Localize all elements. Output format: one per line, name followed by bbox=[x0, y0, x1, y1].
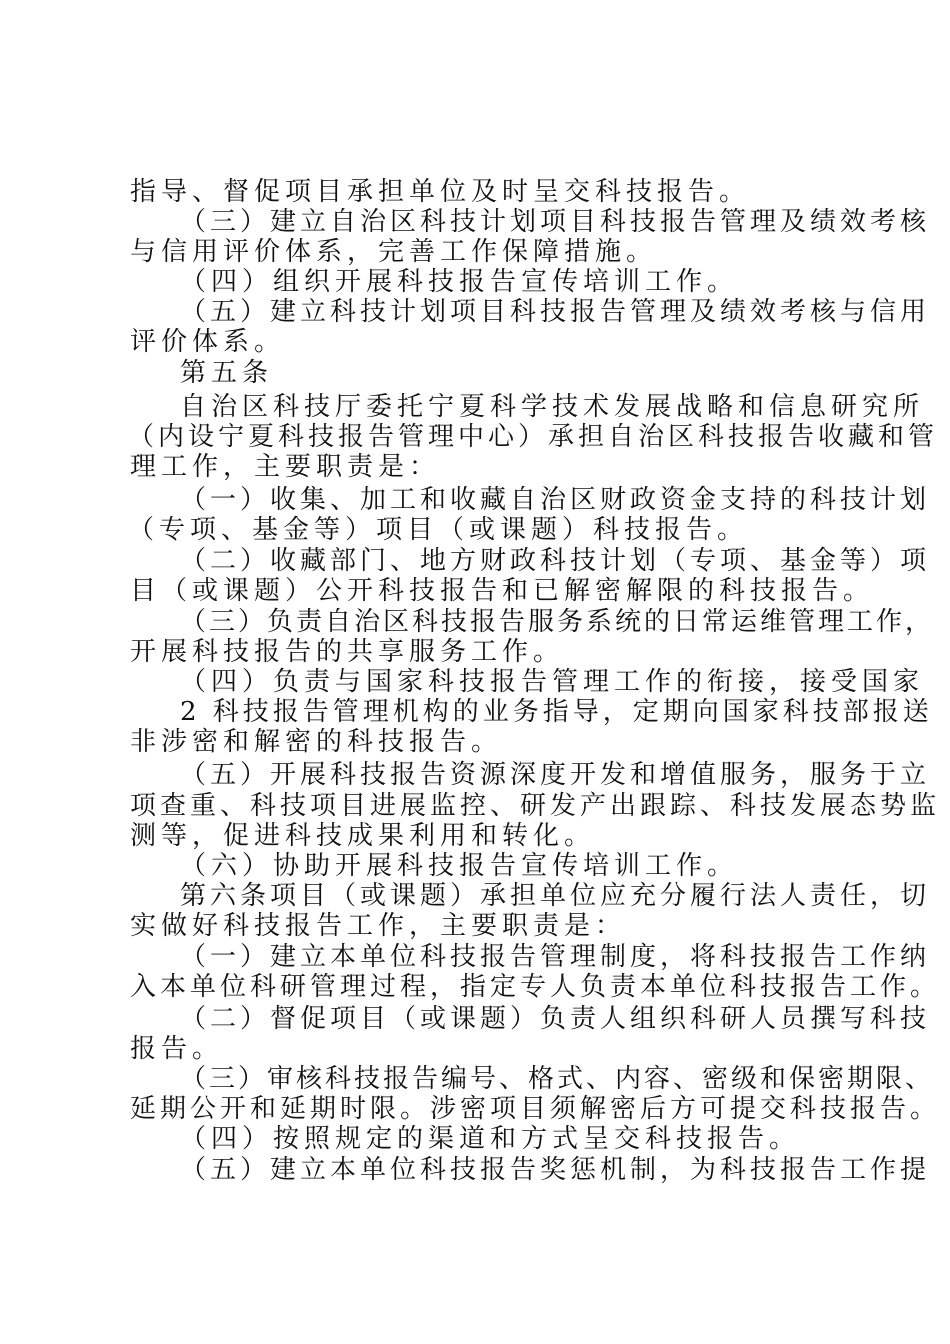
text-line: 延期公开和延期时限。涉密项目须解密后方可提交科技报告。 bbox=[130, 1094, 941, 1124]
text-line: （四）按照规定的渠道和方式呈交科技报告。 bbox=[180, 1124, 801, 1154]
text-line: （三）审核科技报告编号、格式、内容、密级和保密期限、 bbox=[180, 1064, 935, 1094]
text-line: 目（或课题）公开科技报告和已解密解限的科技报告。 bbox=[130, 576, 875, 606]
text-line: （三）负责自治区科技报告服务系统的日常运维管理工作， bbox=[180, 607, 935, 637]
text-line: （六）协助开展科技报告宣传培训工作。 bbox=[180, 851, 739, 881]
text-line: 第六条项目（或课题）承担单位应充分履行法人责任，切 bbox=[180, 881, 931, 911]
text-line: 自治区科技厅委托宁夏科学技术发展战略和信息研究所 bbox=[180, 392, 925, 422]
text-line: 测等，促进科技成果利用和转化。 bbox=[130, 821, 596, 851]
text-line: （内设宁夏科技报告管理中心）承担自治区科技报告收藏和管 bbox=[128, 422, 939, 452]
text-line: 开展科技报告的共享服务工作。 bbox=[130, 637, 565, 667]
text-line: （四）组织开展科技报告宣传培训工作。 bbox=[180, 267, 739, 297]
text-line: （一）收集、加工和收藏自治区财政资金支持的科技计划 bbox=[180, 485, 931, 515]
text-line: （一）建立本单位科技报告管理制度，将科技报告工作纳 bbox=[180, 942, 931, 972]
text-line: （专项、基金等）项目（或课题）科技报告。 bbox=[128, 515, 749, 545]
text-line: 与信用评价体系，完善工作保障措施。 bbox=[130, 237, 658, 267]
text-line: 非涉密和解密的科技报告。 bbox=[130, 727, 503, 757]
text-line: （五）建立本单位科技报告奖惩机制，为科技报告工作提 bbox=[180, 1155, 931, 1185]
text-line: （五）建立科技计划项目科技报告管理及绩效考核与信用 bbox=[180, 297, 931, 327]
text-line: 指导、督促项目承担单位及时呈交科技报告。 bbox=[130, 177, 751, 207]
text-line: 项查重、科技项目进展监控、研发产出跟踪、科技发展态势监 bbox=[130, 791, 941, 821]
text-line: （二）督促项目（或课题）负责人组织科研人员撰写科技 bbox=[180, 1004, 931, 1034]
text-line: 2 科技报告管理机构的业务指导，定期向国家科技部报送 bbox=[180, 697, 933, 727]
article-heading: 第五条 bbox=[180, 358, 274, 388]
text-line: （二）收藏部门、地方财政科技计划（专项、基金等）项 bbox=[180, 546, 931, 576]
text-line: （四）负责与国家科技报告管理工作的衔接，接受国家 bbox=[180, 667, 925, 697]
text-line: 评价体系。 bbox=[130, 327, 286, 357]
text-line: 报告。 bbox=[130, 1034, 224, 1064]
text-line: 理工作，主要职责是： bbox=[130, 452, 441, 482]
text-line: 入本单位科研管理过程，指定专人负责本单位科技报告工作。 bbox=[130, 972, 941, 1002]
text-line: 实做好科技报告工作，主要职责是： bbox=[130, 911, 627, 941]
text-line: （五）开展科技报告资源深度开发和增值服务，服务于立 bbox=[180, 760, 931, 790]
text-line: （三）建立自治区科技计划项目科技报告管理及绩效考核 bbox=[180, 207, 931, 237]
